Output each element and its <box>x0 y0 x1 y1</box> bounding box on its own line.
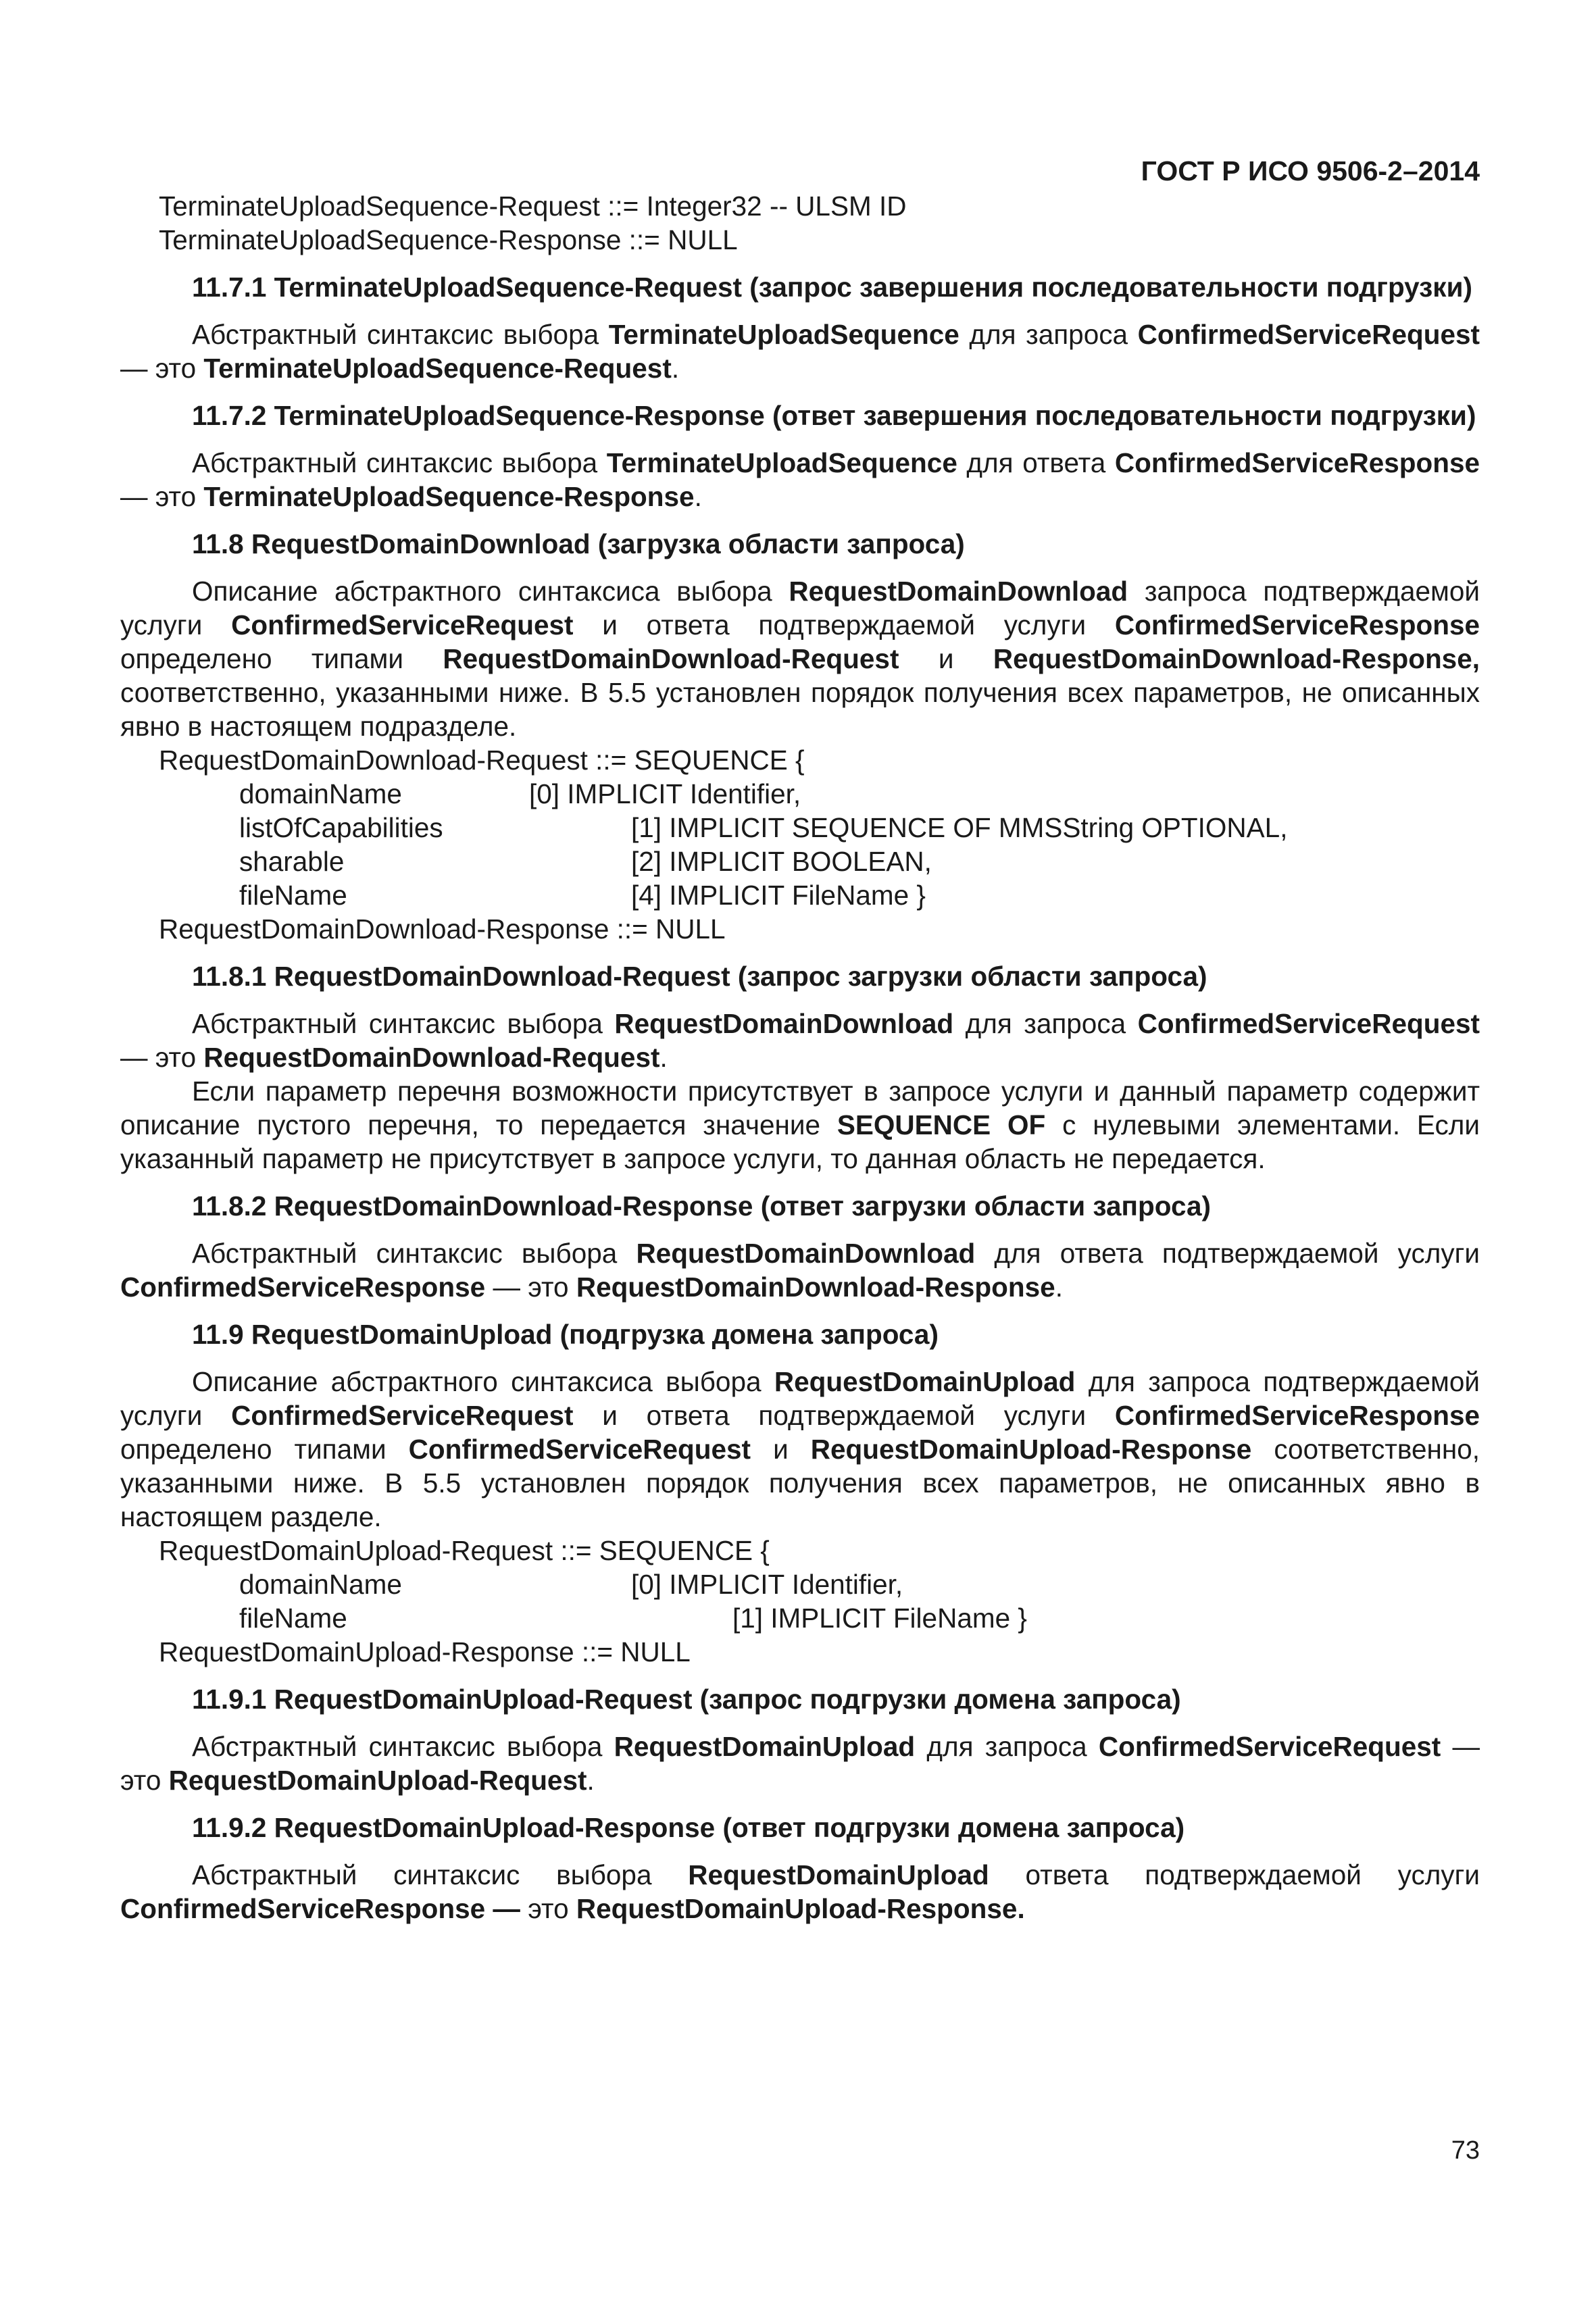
section-heading-11-9: 11.9 RequestDomainUpload (подгрузка домена запроса) <box>192 1319 939 1350</box>
text: для ответа подтверждаемой услуги <box>975 1238 1480 1269</box>
text: — это <box>120 1731 1480 1796</box>
text: для ответа <box>957 447 1115 478</box>
bold-term: RequestDomainUpload-Request <box>168 1765 587 1796</box>
bold-term: RequestDomainDownload <box>789 576 1128 607</box>
bold-term: RequestDomainDownload-Request <box>443 643 899 674</box>
text: — это <box>120 353 204 384</box>
text: и ответа подтверждаемой услуги <box>573 609 1115 640</box>
code-line: RequestDomainDownload-Response ::= NULL <box>159 913 726 945</box>
bold-term: ConfirmedServiceRequest <box>231 609 574 640</box>
paragraph <box>120 1007 1480 1074</box>
bold-term: RequestDomainDownload <box>614 1008 954 1039</box>
text: и <box>899 643 993 674</box>
bold-term: TerminateUploadSequence <box>608 319 959 350</box>
paragraph <box>120 1730 1480 1797</box>
code-line: RequestDomainDownload-Request ::= SEQUENCE { <box>159 745 805 776</box>
text: . <box>1055 1272 1063 1303</box>
text: определено типами <box>120 643 443 674</box>
code-row <box>120 777 1480 811</box>
bold-term: ConfirmedServiceRequest <box>1098 1731 1441 1762</box>
section-heading-11-8-2: 11.8.2 RequestDomainDownload-Response (ответ загрузки области запроса) <box>192 1190 1211 1222</box>
bold-term: TerminateUploadSequence-Request <box>203 353 672 384</box>
text: — это <box>120 1042 204 1073</box>
bold-term: RequestDomainUpload <box>774 1366 1076 1397</box>
code-field: fileName <box>239 1603 347 1634</box>
paragraph <box>120 574 1480 743</box>
text: ответа подтверждаемой услуги <box>989 1859 1480 1890</box>
section-heading-11-9-1: 11.9.1 RequestDomainUpload-Request (запрос подгрузки домена запроса) <box>192 1684 1181 1715</box>
text: . <box>671 353 680 384</box>
code-type: [4] IMPLICIT FileName } <box>631 880 926 911</box>
page-number: 73 <box>1451 2136 1480 2165</box>
text: Абстрактный синтаксис выбора <box>192 447 607 478</box>
bold-term: RequestDomainUpload <box>614 1731 916 1762</box>
section-heading-11-8: 11.8 RequestDomainDownload (загрузка области запроса) <box>192 528 965 559</box>
bold-term: TerminateUploadSequence-Response <box>203 481 695 512</box>
code-row <box>120 811 1480 845</box>
text: соответственно, указанными ниже. В 5.5 установлен порядок получения всех параметров, не описанных явно в настоящем разделе. <box>120 1434 1480 1532</box>
text: Абстрактный синтаксис выбора <box>192 1008 615 1039</box>
text: Абстрактный синтаксис выбора <box>192 319 609 350</box>
bold-term: ConfirmedServiceResponse <box>120 1272 486 1303</box>
paragraph <box>120 446 1480 513</box>
bold-term: RequestDomainDownload-Request <box>203 1042 660 1073</box>
code-field: domainName <box>239 778 402 809</box>
text: соответственно, указанными ниже. В 5.5 установлен порядок получения всех параметров, не описанных явно в настоящем подразделе. <box>120 677 1480 742</box>
code-field: sharable <box>239 846 345 877</box>
code-type: [0] IMPLICIT Identifier, <box>529 778 801 809</box>
code-line: RequestDomainUpload-Request ::= SEQUENCE { <box>159 1535 770 1566</box>
section-heading-11-9-2: 11.9.2 RequestDomainUpload-Response (ответ подгрузки домена запроса) <box>192 1812 1185 1843</box>
text: для запроса подтверждаемой услуги <box>120 1366 1480 1431</box>
code-type: [1] IMPLICIT FileName } <box>732 1603 1027 1634</box>
paragraph <box>120 1074 1480 1176</box>
bold-term: RequestDomainDownload <box>636 1238 976 1269</box>
code-row <box>120 878 1480 912</box>
code-row <box>120 1601 1480 1635</box>
text: с нулевыми элементами. Если указанный параметр не присутствует в запросе услуги, то данная область не передается. <box>120 1109 1480 1174</box>
section-heading-11-8-1: 11.8.1 RequestDomainDownload-Request (запрос загрузки области запроса) <box>192 961 1207 992</box>
bold-term: ConfirmedServiceResponse <box>1114 447 1480 478</box>
code-row <box>120 845 1480 878</box>
text: для запроса <box>959 319 1138 350</box>
code-field: domainName <box>239 1569 402 1600</box>
paragraph <box>120 1365 1480 1534</box>
running-header: ГОСТ Р ИСО 9506-2–2014 <box>1141 155 1480 186</box>
text: Описание абстрактного синтаксиса выбора <box>192 1366 774 1397</box>
section-heading-11-7-1: 11.7.1 TerminateUploadSequence-Request (запрос завершения последовательности подгрузки) <box>192 272 1472 303</box>
text: . <box>659 1042 668 1073</box>
bold-term: SEQUENCE OF <box>837 1109 1046 1140</box>
text: — это <box>485 1272 576 1303</box>
bold-term: ConfirmedServiceResponse — <box>120 1893 528 1924</box>
bold-term: RequestDomainUpload <box>688 1859 989 1890</box>
text: — это <box>120 481 204 512</box>
code-row <box>120 1567 1480 1601</box>
text: определено типами <box>120 1434 409 1465</box>
bold-term: ConfirmedServiceRequest <box>1137 319 1480 350</box>
text: это <box>528 1893 576 1924</box>
code-line: TerminateUploadSequence-Request ::= Integer32 -- ULSM ID <box>159 191 907 222</box>
bold-term: RequestDomainUpload-Response <box>810 1434 1252 1465</box>
text: Абстрактный синтаксис выбора <box>192 1731 614 1762</box>
bold-term: ConfirmedServiceResponse <box>1114 609 1480 640</box>
text: и <box>751 1434 811 1465</box>
page-body <box>120 154 1480 1926</box>
code-field: listOfCapabilities <box>239 812 443 843</box>
bold-term: RequestDomainDownload-Response <box>576 1272 1055 1303</box>
paragraph <box>120 1236 1480 1304</box>
bold-term: ConfirmedServiceRequest <box>408 1434 751 1465</box>
code-field: fileName <box>239 880 347 911</box>
bold-term: RequestDomainDownload-Response, <box>993 643 1480 674</box>
text: для запроса <box>953 1008 1138 1039</box>
bold-term: ConfirmedServiceRequest <box>1137 1008 1480 1039</box>
text: запроса подтверждаемой услуги <box>120 576 1480 640</box>
text: Абстрактный синтаксис выбора <box>192 1238 637 1269</box>
code-type: [1] IMPLICIT SEQUENCE OF MMSString OPTIONAL, <box>631 812 1288 843</box>
bold-term: ConfirmedServiceRequest <box>231 1400 574 1431</box>
text: Абстрактный синтаксис выбора <box>192 1859 689 1890</box>
section-heading-11-7-2: 11.7.2 TerminateUploadSequence-Response (ответ завершения последовательности подгрузки) <box>192 400 1476 431</box>
paragraph <box>120 318 1480 385</box>
paragraph <box>120 1858 1480 1926</box>
text: . <box>694 481 702 512</box>
text: . <box>587 1765 595 1796</box>
code-line: TerminateUploadSequence-Response ::= NULL <box>159 224 738 255</box>
code-type: [2] IMPLICIT BOOLEAN, <box>631 846 932 877</box>
bold-term: TerminateUploadSequence <box>606 447 957 478</box>
text: для запроса <box>915 1731 1099 1762</box>
bold-term: ConfirmedServiceResponse <box>1114 1400 1480 1431</box>
bold-term: RequestDomainUpload-Response. <box>576 1893 1025 1924</box>
text: Описание абстрактного синтаксиса выбора <box>192 576 789 607</box>
text: Если параметр перечня возможности присутствует в запросе услуги и данный параметр содержит описание пустого перечня, то передается значение <box>120 1076 1480 1140</box>
code-line: RequestDomainUpload-Response ::= NULL <box>159 1636 691 1667</box>
code-type: [0] IMPLICIT Identifier, <box>631 1569 903 1600</box>
text: и ответа подтверждаемой услуги <box>573 1400 1115 1431</box>
